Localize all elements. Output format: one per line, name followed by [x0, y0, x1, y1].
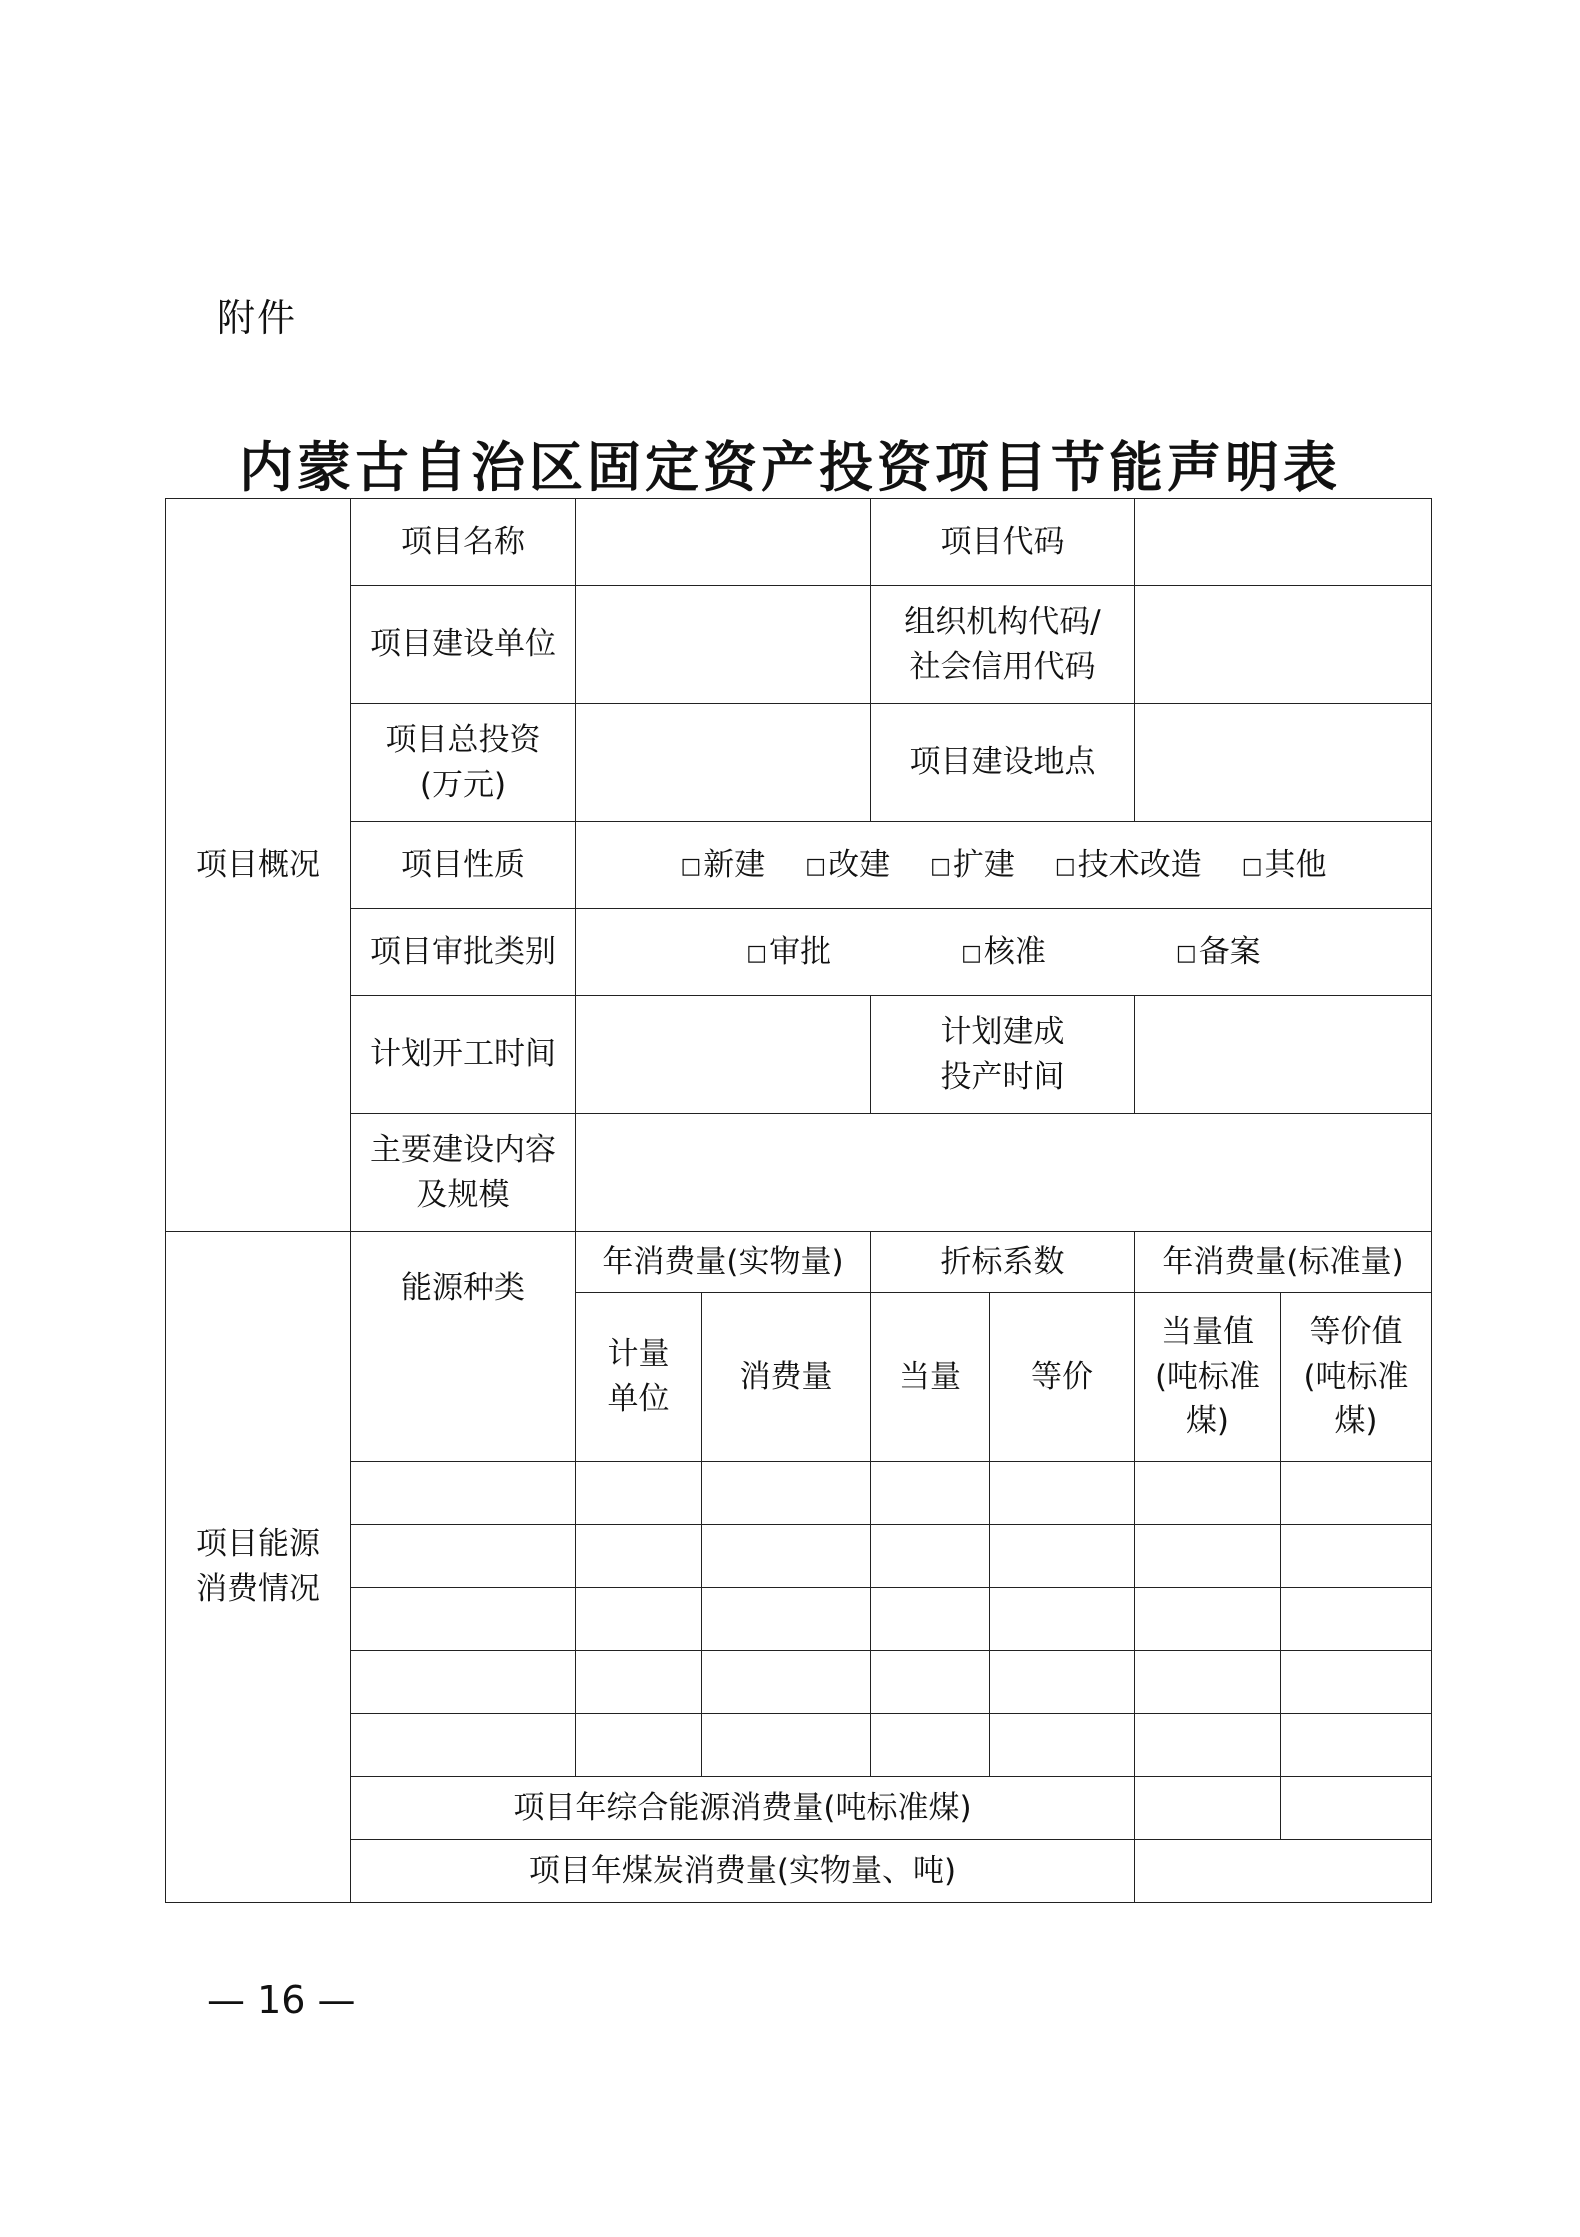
unit-line1: 计量 [607, 1336, 670, 1373]
price-value-line2: (吨标准 [1303, 1358, 1409, 1395]
input-project-name[interactable] [576, 499, 871, 586]
cell-equiv-value[interactable] [1135, 1525, 1281, 1588]
cell-equiv-value[interactable] [1135, 1651, 1281, 1714]
cell-energy-type[interactable] [351, 1714, 576, 1777]
cell-price-value[interactable] [1281, 1588, 1432, 1651]
label-total-investment [351, 704, 576, 822]
main-content-line2: 及规模 [416, 1176, 510, 1213]
total-investment-line2: (万元) [419, 766, 507, 803]
section-energy [166, 1232, 351, 1903]
header-unit [576, 1293, 702, 1462]
label-location: 项目建设地点 [871, 704, 1135, 822]
input-org-code[interactable] [1135, 586, 1432, 704]
header-annual-standard: 年消费量(标准量) [1135, 1232, 1432, 1293]
cell-energy-type[interactable] [351, 1588, 576, 1651]
checkbox-icon[interactable]: □ [680, 853, 702, 879]
cell-equivalent[interactable] [871, 1651, 990, 1714]
page-title: 内蒙古自治区固定资产投资项目节能声明表 [239, 435, 1341, 499]
label-main-content [351, 1114, 576, 1232]
cell-energy-type[interactable] [351, 1462, 576, 1525]
header-consumption: 消费量 [702, 1293, 871, 1462]
cell-unit[interactable] [576, 1588, 702, 1651]
option-tech-upgrade[interactable]: □技术改造 [1054, 846, 1202, 883]
header-equiv-value [1135, 1293, 1281, 1462]
label-total-comprehensive: 项目年综合能源消费量(吨标准煤) [351, 1777, 1135, 1840]
option-other[interactable]: □其他 [1241, 846, 1327, 883]
table-row [166, 1525, 1432, 1588]
cell-consumption[interactable] [702, 1588, 871, 1651]
input-planned-finish[interactable] [1135, 996, 1432, 1114]
checkbox-icon[interactable]: □ [1054, 853, 1076, 879]
label-total-coal: 项目年煤炭消费量(实物量、吨) [351, 1840, 1135, 1903]
cell-price-value[interactable] [1281, 1462, 1432, 1525]
label-planned-start: 计划开工时间 [351, 996, 576, 1114]
input-construction-unit[interactable] [576, 586, 871, 704]
checkbox-icon[interactable]: □ [1241, 853, 1263, 879]
cell-equal-price[interactable] [990, 1588, 1135, 1651]
option-verification[interactable]: □核准 [961, 933, 1046, 970]
unit-line2: 单位 [607, 1381, 670, 1417]
total-investment-line1: 项目总投资 [385, 721, 541, 758]
nature-options [576, 822, 1432, 909]
section-energy-line1: 项目能源 [196, 1526, 320, 1563]
cell-price-value[interactable] [1281, 1714, 1432, 1777]
table-row [166, 1462, 1432, 1525]
attachment-label: 附件 [217, 296, 298, 340]
option-rebuild[interactable]: □改建 [805, 846, 891, 883]
table-row [166, 1588, 1432, 1651]
org-code-line2: 社会信用代码 [909, 648, 1096, 685]
header-annual-physical: 年消费量(实物量) [576, 1232, 871, 1293]
option-expand[interactable]: □扩建 [930, 846, 1015, 883]
cell-price-value[interactable] [1281, 1525, 1432, 1588]
input-total-coal[interactable] [1135, 1840, 1432, 1903]
equiv-value-line2: (吨标准 [1154, 1358, 1261, 1395]
option-filing[interactable]: □备案 [1175, 933, 1261, 970]
cell-equivalent[interactable] [871, 1588, 990, 1651]
label-project-code: 项目代码 [871, 499, 1135, 586]
cell-unit[interactable] [576, 1462, 702, 1525]
cell-consumption[interactable] [702, 1651, 871, 1714]
cell-equal-price[interactable] [990, 1462, 1135, 1525]
section-energy-line2: 消费情况 [196, 1571, 320, 1607]
input-planned-start[interactable] [576, 996, 871, 1114]
header-equivalent: 当量 [871, 1293, 990, 1462]
cell-equal-price[interactable] [990, 1714, 1135, 1777]
planned-finish-line2: 投产时间 [940, 1058, 1065, 1095]
energy-declaration-form [165, 498, 1432, 1903]
cell-unit[interactable] [576, 1525, 702, 1588]
checkbox-icon[interactable]: □ [961, 940, 982, 966]
org-code-line1: 组织机构代码/ [904, 603, 1101, 640]
input-total-equiv-value[interactable] [1135, 1777, 1281, 1840]
checkbox-icon[interactable]: □ [1175, 940, 1197, 966]
approval-options [576, 909, 1432, 996]
cell-consumption[interactable] [702, 1525, 871, 1588]
table-row [166, 1714, 1432, 1777]
header-price-value [1281, 1293, 1432, 1462]
option-new[interactable]: □新建 [680, 846, 766, 883]
section-overview: 项目概况 [166, 499, 351, 1232]
option-approval[interactable]: □审批 [746, 933, 832, 970]
input-location[interactable] [1135, 704, 1432, 822]
cell-equiv-value[interactable] [1135, 1714, 1281, 1777]
main-content-line1: 主要建设内容 [370, 1131, 556, 1168]
cell-equiv-value[interactable] [1135, 1588, 1281, 1651]
equiv-value-line3: 煤) [1185, 1403, 1230, 1440]
checkbox-icon[interactable]: □ [746, 940, 768, 966]
price-value-line1: 等价值 [1309, 1313, 1403, 1350]
cell-unit[interactable] [576, 1714, 702, 1777]
cell-unit[interactable] [576, 1651, 702, 1714]
equiv-value-line1: 当量值 [1161, 1313, 1254, 1350]
cell-consumption[interactable] [702, 1462, 871, 1525]
price-value-line3: 煤) [1334, 1403, 1378, 1440]
label-project-name: 项目名称 [351, 499, 576, 586]
cell-equivalent[interactable] [871, 1462, 990, 1525]
checkbox-icon[interactable]: □ [805, 853, 827, 879]
header-conversion-factor: 折标系数 [871, 1232, 1135, 1293]
header-equal-price: 等价 [990, 1293, 1135, 1462]
label-org-code [871, 586, 1135, 704]
cell-equivalent[interactable] [871, 1714, 990, 1777]
table-row [166, 1651, 1432, 1714]
label-approval-type: 项目审批类别 [351, 909, 576, 996]
checkbox-icon[interactable]: □ [930, 853, 951, 879]
cell-equiv-value[interactable] [1135, 1462, 1281, 1525]
label-nature: 项目性质 [351, 822, 576, 909]
header-energy-type: 能源种类 [351, 1232, 576, 1462]
cell-equal-price[interactable] [990, 1525, 1135, 1588]
label-planned-finish [871, 996, 1135, 1114]
page-number: — 16 — [207, 1978, 356, 2022]
label-construction-unit: 项目建设单位 [351, 586, 576, 704]
cell-energy-type[interactable] [351, 1525, 576, 1588]
cell-price-value[interactable] [1281, 1651, 1432, 1714]
input-total-price-value[interactable] [1281, 1777, 1432, 1840]
cell-equivalent[interactable] [871, 1525, 990, 1588]
input-project-code[interactable] [1135, 499, 1432, 586]
input-total-investment[interactable] [576, 704, 871, 822]
cell-consumption[interactable] [702, 1714, 871, 1777]
cell-energy-type[interactable] [351, 1651, 576, 1714]
input-main-content[interactable] [576, 1114, 1432, 1232]
cell-equal-price[interactable] [990, 1651, 1135, 1714]
planned-finish-line1: 计划建成 [940, 1013, 1065, 1050]
